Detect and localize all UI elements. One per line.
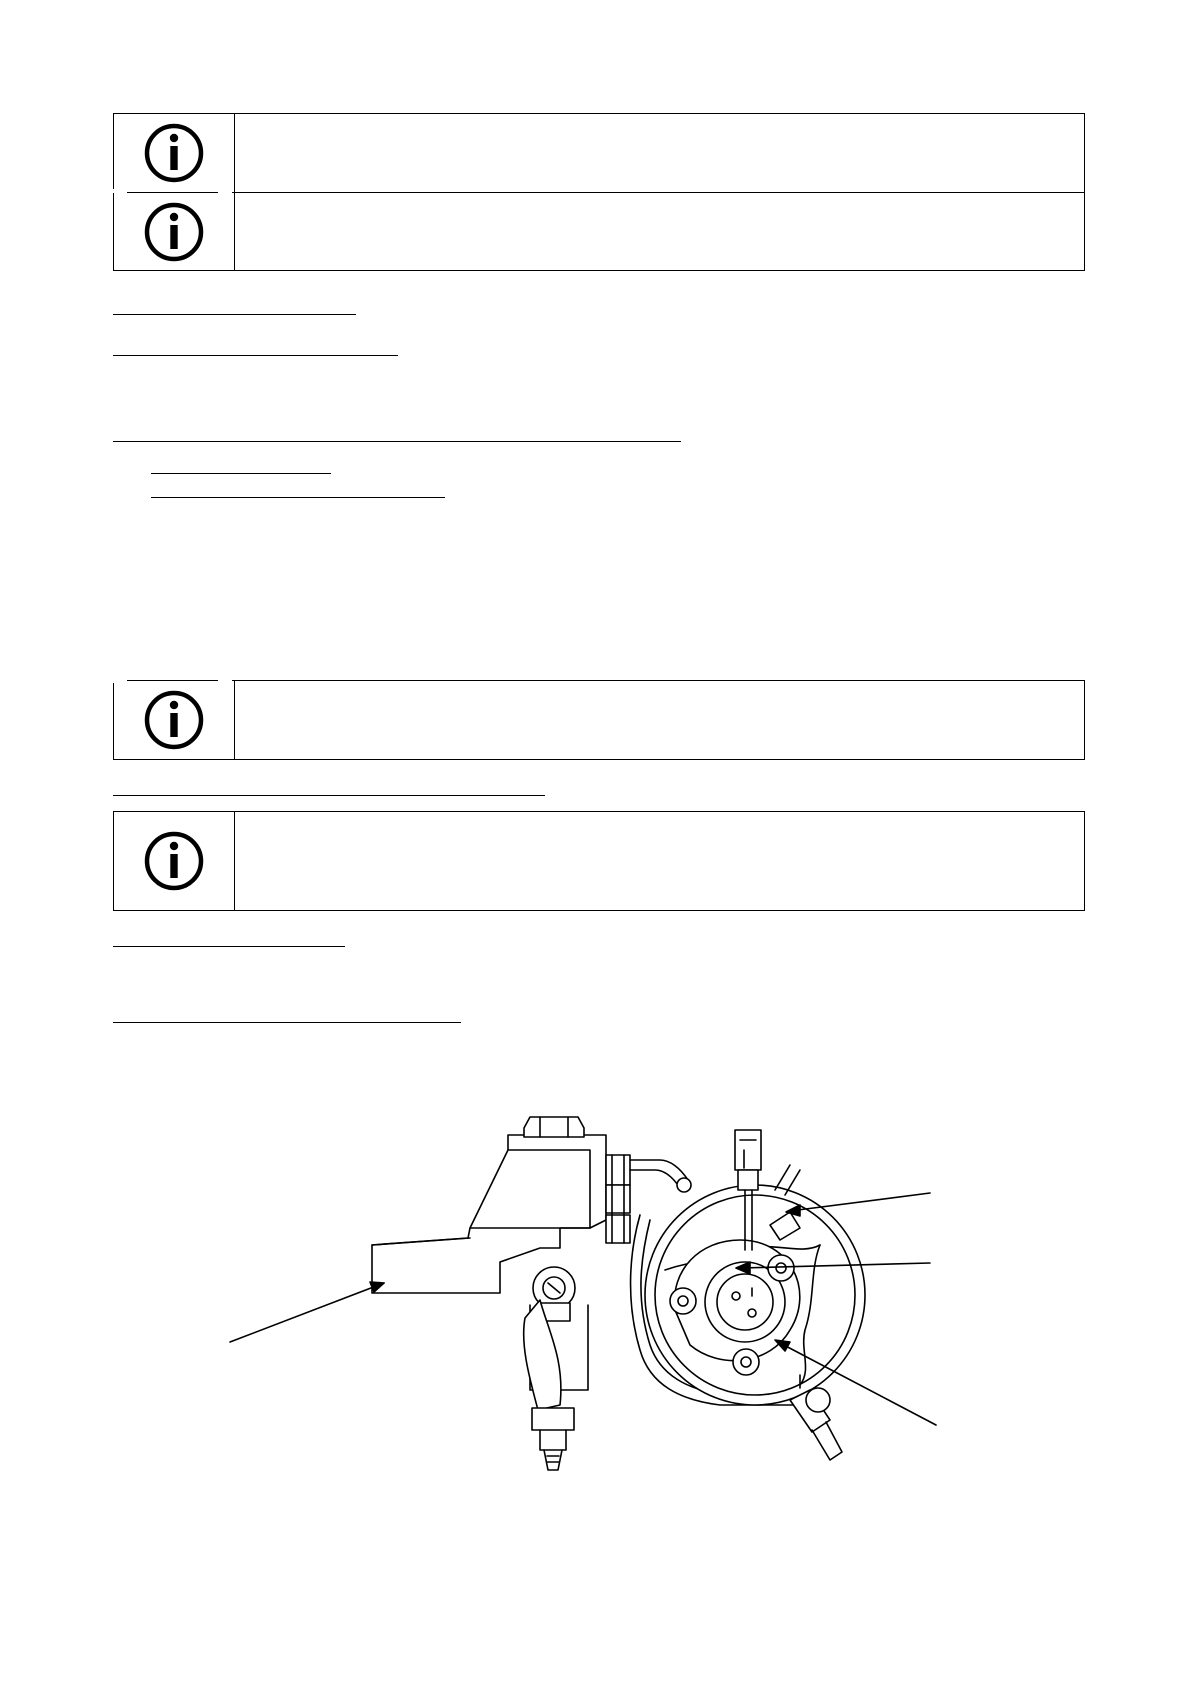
info-icon (142, 688, 206, 752)
heading-6 (113, 1022, 461, 1023)
border-gap (218, 679, 232, 683)
notice-text (235, 812, 1084, 910)
border-gap (218, 189, 232, 193)
notice-box-3 (113, 811, 1085, 911)
heading-3-subitem (151, 473, 331, 474)
border-gap (113, 679, 127, 683)
callout-arrow (230, 1283, 384, 1342)
heading-3 (113, 441, 681, 442)
info-icon-cell (114, 114, 235, 192)
heading-5 (113, 946, 345, 947)
info-icon (142, 121, 206, 185)
notice-row (114, 192, 1084, 270)
manifold-block (372, 1117, 630, 1470)
notice-text (235, 681, 1084, 759)
notice-box-1 (113, 113, 1085, 271)
notice-row (114, 114, 1084, 192)
notice-text (235, 114, 1084, 192)
heading-2 (113, 355, 398, 356)
border-gap (113, 189, 127, 193)
info-icon (142, 200, 206, 264)
component-line-drawing (0, 1100, 1191, 1500)
info-icon-cell (114, 681, 235, 759)
heading-4 (113, 795, 545, 796)
notice-row (114, 681, 1084, 759)
notice-box-2 (113, 680, 1085, 760)
round-housing (645, 1130, 865, 1460)
heading-3-subitem (151, 497, 445, 498)
notice-row (114, 812, 1084, 910)
info-icon (142, 829, 206, 893)
heading-1 (113, 314, 356, 315)
notice-text (235, 193, 1084, 270)
info-icon-cell (114, 812, 235, 910)
info-icon-cell (114, 193, 235, 270)
